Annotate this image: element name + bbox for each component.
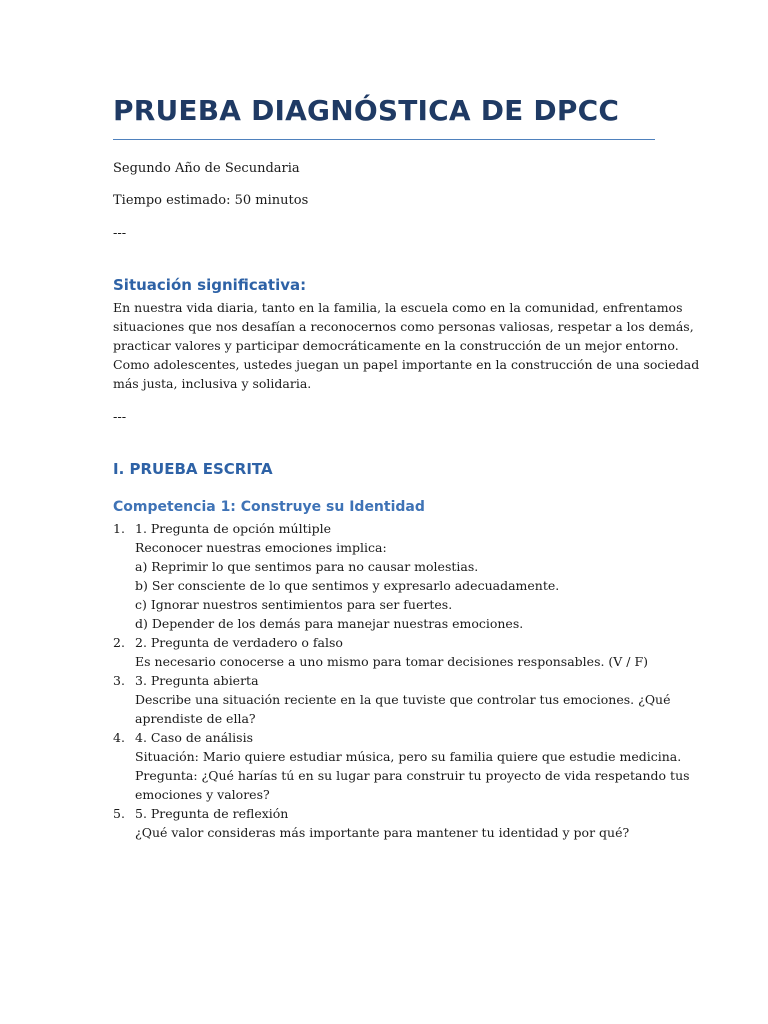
separator: --- — [113, 410, 127, 425]
time-text: Tiempo estimado: 50 minutos — [113, 193, 309, 208]
question-line: ¿Qué valor consideras más importante para mantener tu identidad y por qué? — [135, 825, 630, 840]
question-line: c) Ignorar nuestros sentimientos para ser fuertes. — [135, 597, 453, 612]
list-item — [113, 633, 673, 671]
paragraph-line: más justa, inclusiva y solidaria. — [113, 376, 312, 391]
item-number: 3. — [113, 673, 125, 688]
question-content — [135, 519, 559, 633]
question-line: d) Depender de los demás para manejar nuestras emociones. — [135, 616, 524, 631]
question-line: 4. Caso de análisis — [135, 730, 253, 745]
question-line: Reconocer nuestras emociones implica: — [135, 540, 387, 555]
list-item — [113, 671, 673, 728]
page-title: PRUEBA DIAGNÓSTICA DE DPCC — [113, 94, 620, 127]
paragraph-line: En nuestra vida diaria, tanto en la familia, la escuela como en la comunidad, enfrentamos — [113, 300, 683, 315]
question-line: 1. Pregunta de opción múltiple — [135, 521, 332, 536]
competency-heading: Competencia 1: Construye su Identidad — [113, 499, 425, 515]
grade-text: Segundo Año de Secundaria — [113, 161, 300, 176]
situation-paragraph — [113, 298, 700, 393]
item-number: 5. — [113, 806, 125, 821]
question-line: Es necesario conocerse a uno mismo para tomar decisiones responsables. (V / F) — [135, 654, 649, 669]
question-line: Pregunta: ¿Qué harías tú en su lugar para construir tu proyecto de vida respetando tus — [135, 768, 690, 783]
question-content — [135, 728, 690, 804]
question-content — [135, 633, 648, 671]
item-number: 4. — [113, 730, 125, 745]
question-list — [113, 519, 690, 842]
question-content — [135, 804, 629, 842]
question-content — [135, 671, 671, 728]
question-line: Describe una situación reciente en la que tuviste que controlar tus emociones. ¿Qué — [135, 692, 671, 707]
question-line: b) Ser consciente de lo que sentimos y expresarlo adecuadamente. — [135, 578, 560, 593]
item-number: 2. — [113, 635, 125, 650]
question-line: aprendiste de ella? — [135, 711, 256, 726]
list-item — [113, 728, 690, 804]
question-line: 3. Pregunta abierta — [135, 673, 259, 688]
list-item — [113, 804, 673, 842]
paragraph-line: Como adolescentes, ustedes juegan un papel importante en la construcción de una sociedad — [113, 357, 700, 372]
item-number: 1. — [113, 521, 125, 536]
situation-heading: Situación significativa: — [113, 276, 307, 294]
title-underline — [113, 139, 655, 140]
question-line: 5. Pregunta de reflexión — [135, 806, 289, 821]
section-heading: I. PRUEBA ESCRITA — [113, 460, 273, 478]
question-line: 2. Pregunta de verdadero o falso — [135, 635, 343, 650]
paragraph-line: situaciones que nos desafían a reconocernos como personas valiosas, respetar a los demás, — [113, 319, 694, 334]
separator: --- — [113, 226, 127, 241]
list-item — [113, 519, 673, 633]
paragraph-line: practicar valores y participar democráticamente en la construcción de un mejor entorno. — [113, 338, 679, 353]
question-line: Situación: Mario quiere estudiar música, pero su familia quiere que estudie medicina. — [135, 749, 682, 764]
question-line: a) Reprimir lo que sentimos para no causar molestias. — [135, 559, 479, 574]
question-line: emociones y valores? — [135, 787, 270, 802]
